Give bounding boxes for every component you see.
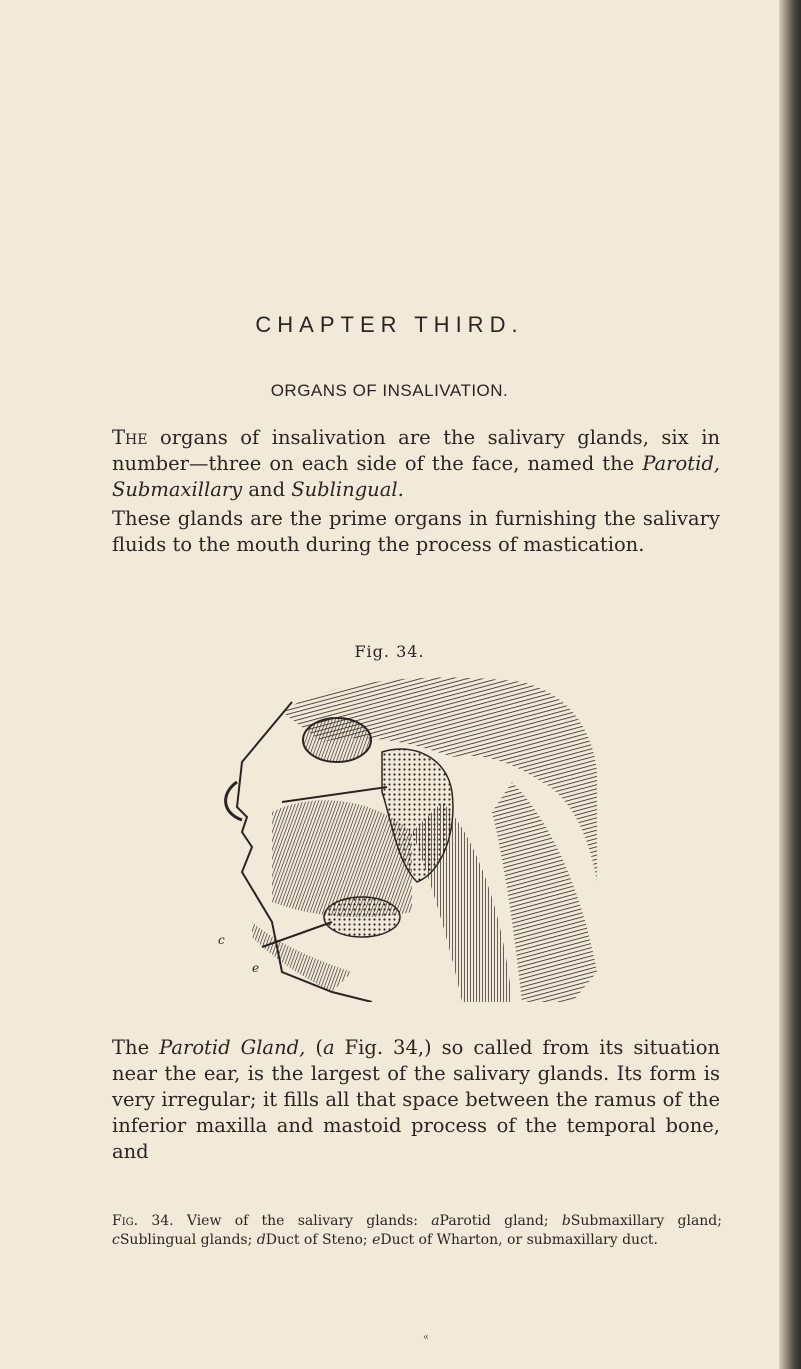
caption-text: Duct of Steno; xyxy=(265,1232,373,1248)
caption-text: Sublingual glands; xyxy=(119,1232,257,1248)
term-sublingual: Sublingual. xyxy=(291,478,404,501)
glands-paragraph: These glands are the prime organs in furnishing the salivary fluids to the mouth during the process of mastication. xyxy=(112,507,720,556)
letter-a-ref: a xyxy=(322,1036,335,1059)
term-submaxillary: Submaxillary xyxy=(112,478,243,501)
term-parotid-gland: Parotid Gland, xyxy=(159,1036,306,1059)
caption-text: Parotid gland; xyxy=(439,1213,562,1229)
caption-letter-c: c xyxy=(112,1232,120,1248)
anatomical-engraving xyxy=(212,672,612,1002)
section-heading: ORGANS OF INSALIVATION. xyxy=(270,381,509,400)
figure-label: Fig. 34. xyxy=(354,642,425,661)
intro-text: organs of insalivation are the salivary glands, six in number—three on each side of the face, named the xyxy=(112,426,720,475)
caption-letter-b: b xyxy=(561,1213,571,1229)
paren-open: ( xyxy=(305,1036,323,1059)
footer-mark: « xyxy=(423,1332,430,1343)
parotid-paragraph xyxy=(112,1035,720,1165)
the-word: The xyxy=(112,1036,160,1059)
ear-shape xyxy=(303,718,371,762)
caption-letter-a: a xyxy=(431,1213,440,1229)
duct-of-steno xyxy=(282,787,387,802)
page-edge-shadow xyxy=(779,0,801,1369)
caption-letter-d: d xyxy=(256,1232,266,1248)
caption-text: Duct of Wharton, or submaxillary duct. xyxy=(380,1232,658,1248)
submaxillary-gland xyxy=(324,897,400,937)
intro-paragraph xyxy=(112,425,720,503)
caption-text: Submaxillary gland; xyxy=(570,1213,722,1229)
parotid-text: Fig. 34,) so called from its situation near the ear, is the largest of the salivary glands. Its form is very irregular; it fills all that space between the ramus of the inferior maxilla and mastoid process of the temporal bone, and xyxy=(112,1036,720,1163)
and-text: and xyxy=(242,478,292,501)
term-parotid: Parotid, xyxy=(642,452,720,475)
letter-c: c xyxy=(218,933,225,947)
lead-word: The xyxy=(112,426,148,449)
letter-e: e xyxy=(252,961,260,975)
caption-label: Fig. 34. xyxy=(112,1213,174,1229)
figure-caption xyxy=(112,1212,722,1250)
caption-letter-e: e xyxy=(372,1232,381,1248)
chapter-heading: CHAPTER THIRD. xyxy=(255,312,524,337)
caption-text: View of the salivary glands: xyxy=(173,1213,432,1229)
